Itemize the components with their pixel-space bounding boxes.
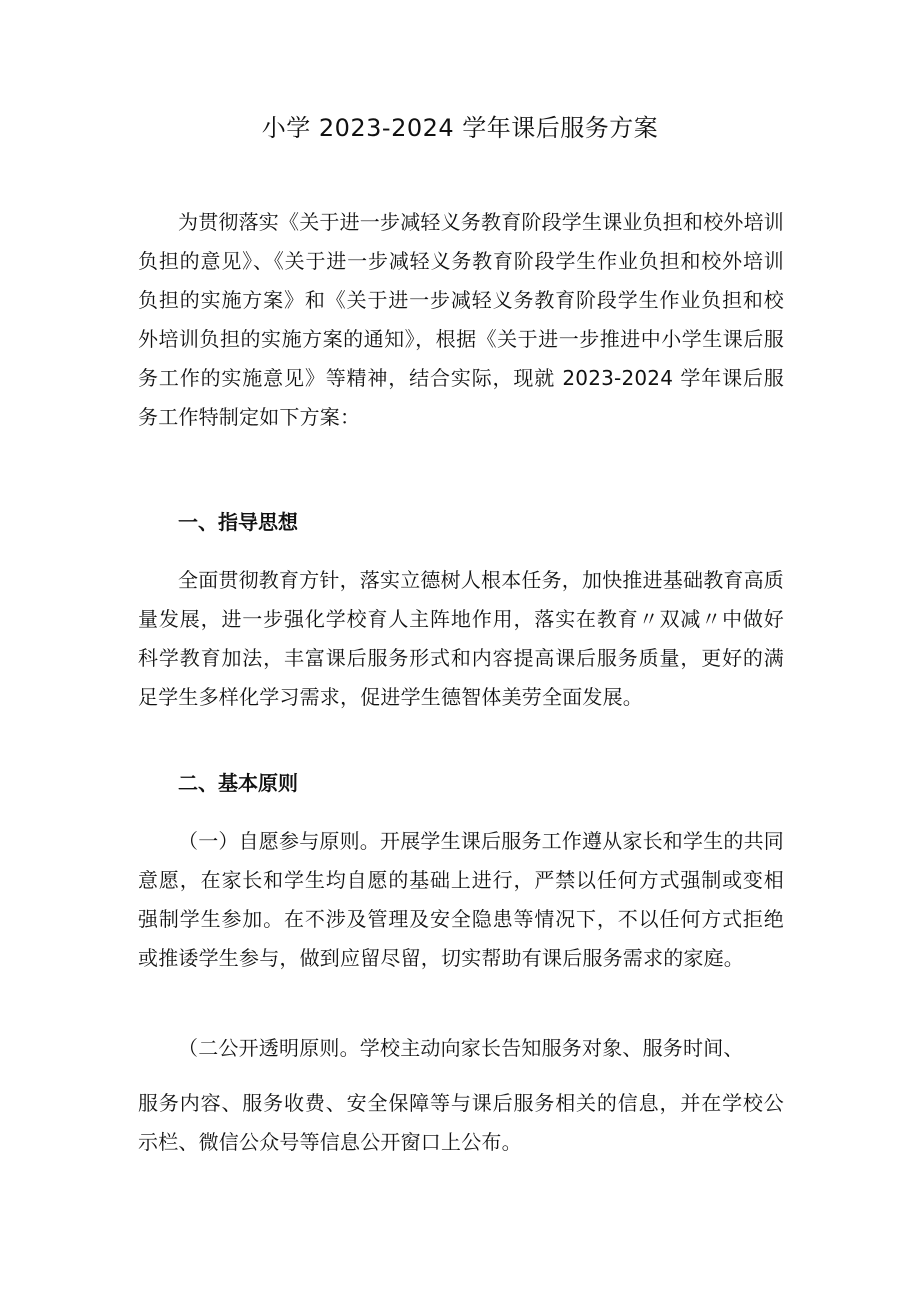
intro-paragraph: 为贯彻落实《关于进一步减轻义务教育阶段学生课业负担和校外培训负担的意见》、《关于进一步减轻义务教育阶段学生作业负担和校外培训负担的实施方案》和《关于进一步减轻义务教育阶段学生作业负担和校外培训负担的实施方案的通知》，根据《关于进一步推进中小学生课后服务工作的实施意见》等精神，结合实际，现就 2023-2024 学年课后服务工作特制定如下方案： bbox=[138, 210, 784, 429]
principle-voluntary-paragraph: （一）自愿参与原则。开展学生课后服务工作遵从家长和学生的共同意愿，在家长和学生均自愿的基础上进行，严禁以任何方式强制或变相强制学生参加。在不涉及管理及安全隐患等情况下，不以任何方式拒绝或推诿学生参与，做到应留尽留，切实帮助有课后服务需求的家庭。 bbox=[138, 829, 784, 970]
principle-transparency-first-line: （二公开透明原则。学校主动向家长告知服务对象、服务时间、 bbox=[178, 1036, 744, 1060]
section-heading-basic-principles: 二、基本原则 bbox=[178, 771, 298, 795]
section-heading-guiding-ideology: 一、指导思想 bbox=[178, 510, 298, 534]
guiding-ideology-paragraph: 全面贯彻教育方针，落实立德树人根本任务，加快推进基础教育高质量发展，进一步强化学校育人主阵地作用，落实在教育〃双减〃中做好科学教育加法，丰富课后服务形式和内容提高课后服务质量，更好的满足学生多样化学习需求，促进学生德智体美劳全面发展。 bbox=[138, 568, 784, 709]
document-title: 小学 2023-2024 学年课后服务方案 bbox=[261, 114, 659, 142]
principle-transparency-paragraph: 服务内容、服务收费、安全保障等与课后服务相关的信息，并在学校公示栏、微信公众号等信息公开窗口上公布。 bbox=[138, 1091, 784, 1154]
